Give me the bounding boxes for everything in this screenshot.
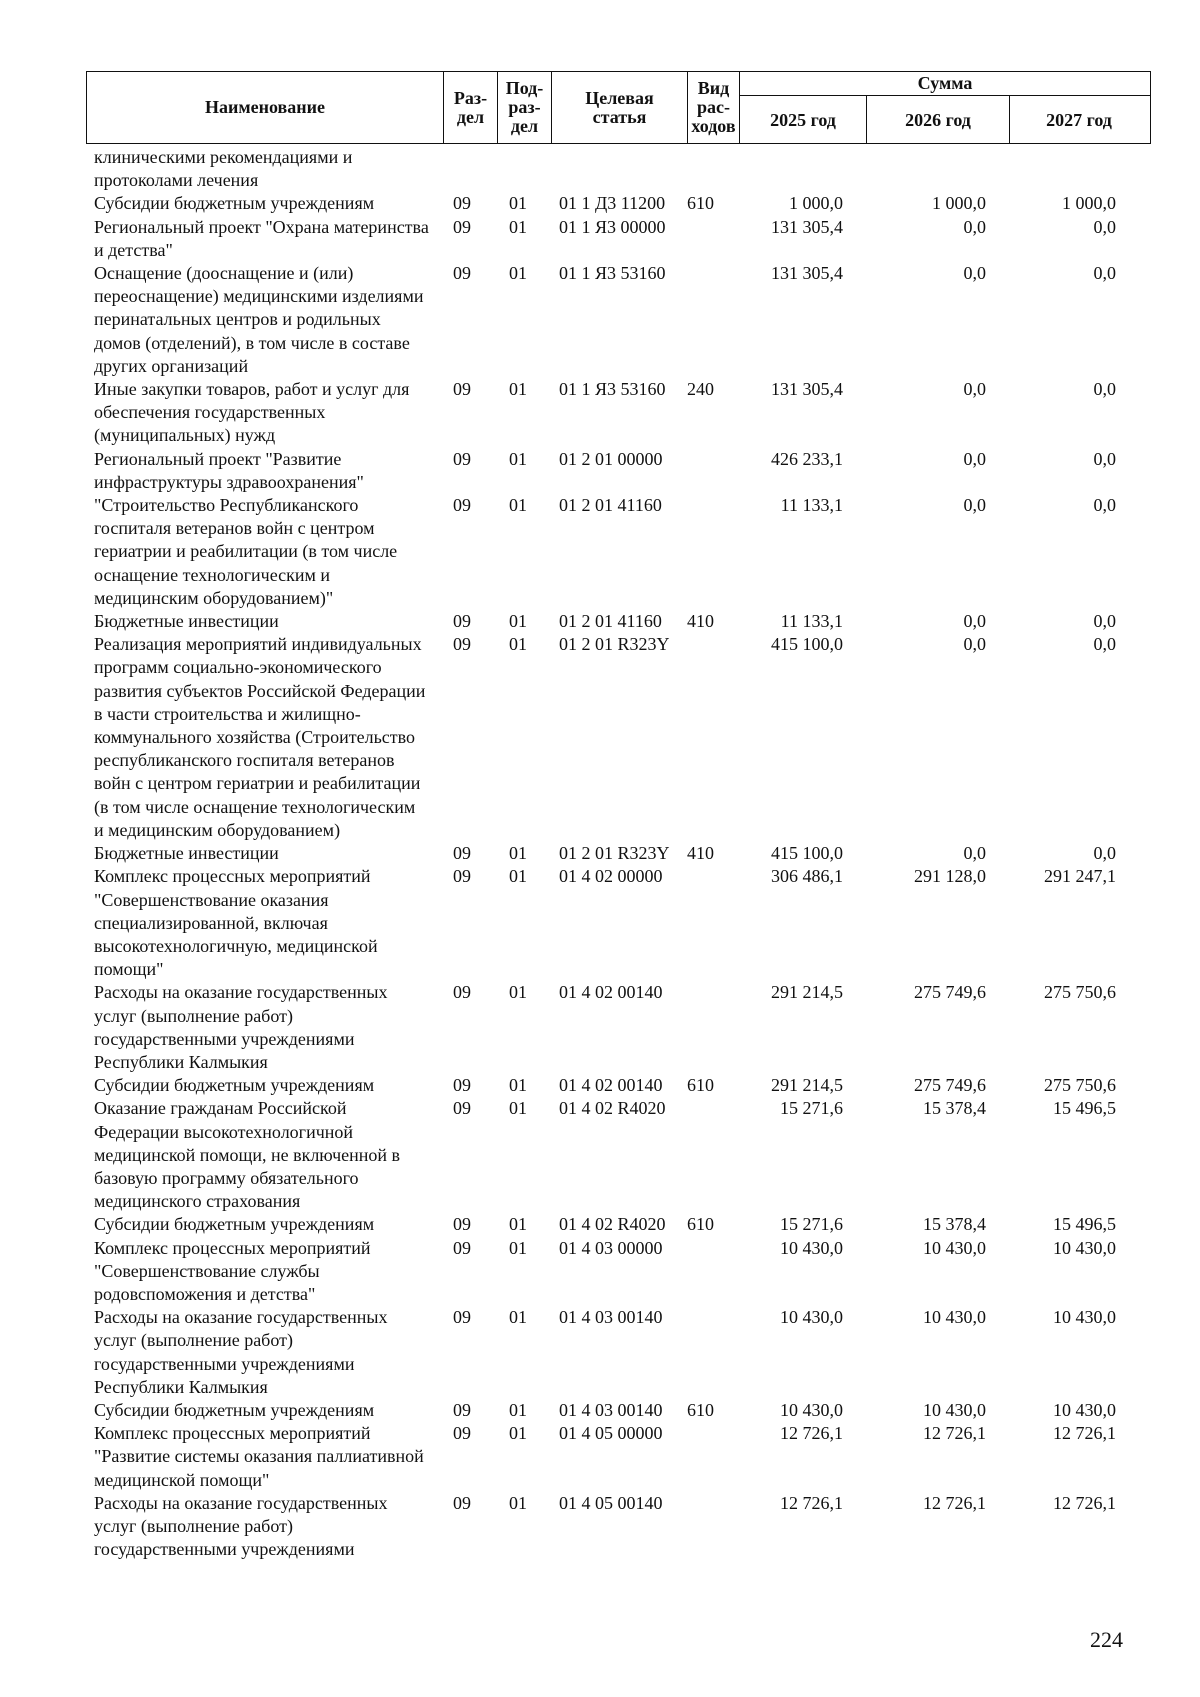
row-sum-2026: 15 378,4	[923, 1214, 986, 1235]
row-sum-2025: 415 100,0	[771, 634, 843, 655]
row-celevaya-statya: 01 4 05 00140	[559, 1492, 663, 1513]
row-podrazdel: 01	[509, 1075, 527, 1096]
row-celevaya-statya	[559, 146, 687, 192]
row-vid-rashodov: 610	[687, 1075, 714, 1096]
row-vid-rashodov	[687, 1097, 739, 1213]
row-sum-2025: 12 726,1	[780, 1492, 843, 1513]
row-name: Расходы на оказание государственных услуг (выполнение работ) государственными учреждениями Республики Калмыкия	[94, 1307, 388, 1397]
row-sum-2026: 0,0	[963, 216, 986, 237]
row-vid-rashodov	[687, 1237, 739, 1307]
row-sum-2027: 0,0	[1093, 634, 1116, 655]
row-sum-2026: 10 430,0	[923, 1307, 986, 1328]
row-podrazdel	[509, 146, 559, 192]
row-sum-2025: 291 214,5	[771, 1075, 843, 1096]
row-sum-2025: 131 305,4	[771, 379, 843, 400]
row-podrazdel: 01	[509, 193, 527, 214]
row-name: Бюджетные инвестиции	[94, 611, 279, 632]
header-vid-line: ходов	[691, 116, 736, 136]
row-vid-rashodov: 610	[687, 193, 714, 214]
row-celevaya-statya: 01 4 02 00000	[559, 866, 663, 887]
page-number: 224	[1090, 1627, 1123, 1652]
table-row	[94, 494, 1154, 610]
row-sum-2026: 0,0	[963, 379, 986, 400]
row-sum-2026: 291 128,0	[914, 866, 986, 887]
row-vid-rashodov	[687, 216, 739, 262]
table-row	[94, 1074, 1154, 1097]
row-podrazdel: 01	[509, 1307, 527, 1328]
row-razdel: 09	[453, 1307, 471, 1328]
row-sum-2025: 291 214,5	[771, 982, 843, 1003]
row-razdel: 09	[453, 1423, 471, 1444]
row-sum-2025: 10 430,0	[780, 1307, 843, 1328]
row-sum-2027: 1 000,0	[1062, 193, 1116, 214]
row-razdel: 09	[453, 843, 471, 864]
row-sum-2025: 11 133,1	[780, 495, 843, 516]
row-vid-rashodov: 610	[687, 1399, 714, 1420]
header-podrazdel-line: дел	[510, 116, 539, 136]
row-razdel: 09	[453, 379, 471, 400]
row-sum-2025: 131 305,4	[771, 216, 843, 237]
table-row	[94, 610, 1154, 633]
table-row	[94, 1306, 1154, 1399]
row-celevaya-statya: 01 1 Я3 53160	[559, 263, 666, 284]
row-name: Региональный проект "Развитие инфраструктуры здравоохранения"	[94, 448, 364, 492]
row-razdel: 09	[453, 611, 471, 632]
row-podrazdel: 01	[509, 495, 527, 516]
row-podrazdel: 01	[509, 634, 527, 655]
row-vid-rashodov	[687, 981, 739, 1074]
row-name: Субсидии бюджетным учреждениям	[94, 1214, 375, 1235]
row-sum-2026: 12 726,1	[923, 1423, 986, 1444]
row-sum-2027: 15 496,5	[1053, 1098, 1116, 1119]
row-razdel: 09	[453, 982, 471, 1003]
table-row	[94, 842, 1154, 865]
row-sum-2025: 15 271,6	[780, 1098, 843, 1119]
row-celevaya-statya: 01 1 Я3 00000	[559, 216, 666, 237]
row-sum-2027: 15 496,5	[1053, 1214, 1116, 1235]
header-celevaya-line: статья	[592, 106, 647, 127]
row-sum-2026: 1 000,0	[932, 193, 986, 214]
row-razdel: 09	[453, 1492, 471, 1513]
row-sum-2027: 275 750,6	[1044, 982, 1116, 1003]
row-sum-2026: 275 749,6	[914, 1075, 986, 1096]
row-sum-2027: 10 430,0	[1053, 1399, 1116, 1420]
row-sum-2025: 10 430,0	[780, 1399, 843, 1420]
row-vid-rashodov	[687, 146, 739, 192]
row-sum-2027: 291 247,1	[1044, 866, 1116, 887]
row-razdel: 09	[453, 216, 471, 237]
row-sum-2026: 0,0	[963, 448, 986, 469]
row-sum-2025: 1 000,0	[789, 193, 843, 214]
row-sum-2025	[739, 146, 843, 192]
row-sum-2027: 0,0	[1093, 843, 1116, 864]
row-podrazdel: 01	[509, 843, 527, 864]
row-vid-rashodov	[687, 1422, 739, 1492]
row-podrazdel: 01	[509, 1423, 527, 1444]
header-summa-title: Сумма	[740, 72, 1150, 96]
row-celevaya-statya: 01 4 02 00140	[559, 1075, 663, 1096]
row-sum-2026	[843, 146, 986, 192]
row-podrazdel: 01	[509, 611, 527, 632]
row-sum-2027: 0,0	[1093, 611, 1116, 632]
row-celevaya-statya: 01 1 Д3 11200	[559, 193, 666, 214]
row-sum-2027: 12 726,1	[1053, 1423, 1116, 1444]
row-sum-2027: 0,0	[1093, 216, 1116, 237]
row-podrazdel: 01	[509, 1237, 527, 1258]
row-sum-2025: 426 233,1	[771, 448, 843, 469]
header-vid-line: Вид	[697, 78, 730, 98]
row-celevaya-statya: 01 4 02 R4020	[559, 1098, 666, 1119]
table-row	[94, 865, 1154, 981]
row-name: Бюджетные инвестиции	[94, 843, 279, 864]
row-sum-2027: 0,0	[1093, 495, 1116, 516]
header-podrazdel	[498, 72, 552, 143]
row-sum-2027: 0,0	[1093, 448, 1116, 469]
table-row	[94, 1213, 1154, 1236]
row-razdel: 09	[453, 448, 471, 469]
row-name: Расходы на оказание государственных услуг (выполнение работ) государственными учреждениями	[94, 1492, 388, 1560]
header-vid-line: рас-	[697, 97, 730, 117]
row-name: "Строительство Республиканского госпиталя ветеранов войн с центром гериатрии и реабилитации (в том числе оснащение технологическим и медицинским оборудованием)"	[94, 495, 398, 608]
row-sum-2027: 0,0	[1093, 379, 1116, 400]
table-body	[94, 146, 1154, 1561]
table-row	[94, 1492, 1154, 1562]
row-name: Комплекс процессных мероприятий "Совершенствование службы родовспоможения и детства"	[94, 1237, 371, 1304]
table-row	[94, 378, 1154, 448]
header-razdel-line: дел	[456, 106, 485, 127]
table-row	[94, 1422, 1154, 1492]
row-sum-2026: 0,0	[963, 495, 986, 516]
row-celevaya-statya: 01 2 01 R323Y	[559, 843, 670, 864]
row-razdel: 09	[453, 263, 471, 284]
row-podrazdel: 01	[509, 1399, 527, 1420]
row-celevaya-statya: 01 2 01 00000	[559, 448, 663, 469]
row-name: клиническими рекомендациями и протоколами лечения	[94, 147, 353, 191]
row-celevaya-statya: 01 4 05 00000	[559, 1423, 663, 1444]
header-name: Наименование	[87, 72, 444, 143]
row-name: Оказание гражданам Российской Федерации высокотехнологичной медицинской помощи, не включенной в базовую программу обязательного медицинского страхования	[94, 1098, 401, 1212]
row-sum-2026: 10 430,0	[923, 1399, 986, 1420]
row-podrazdel: 01	[509, 1098, 527, 1119]
row-vid-rashodov	[687, 494, 739, 610]
row-sum-2025: 415 100,0	[771, 843, 843, 864]
row-celevaya-statya: 01 4 02 R4020	[559, 1214, 666, 1235]
row-name: Комплекс процессных мероприятий "Совершенствование оказания специализированной, включая высокотехнологичную, медицинской помощи"	[94, 866, 378, 980]
row-sum-2026: 0,0	[963, 843, 986, 864]
row-name: Оснащение (дооснащение и (или) переоснащение) медицинскими изделиями перинатальных центров и родильных домов (отделений), в том числе в составе других организаций	[94, 263, 424, 376]
row-podrazdel: 01	[509, 982, 527, 1003]
row-name: Субсидии бюджетным учреждениям	[94, 193, 375, 214]
header-celevaya	[552, 72, 688, 143]
row-podrazdel: 01	[509, 1492, 527, 1513]
row-name: Расходы на оказание государственных услуг (выполнение работ) государственными учреждениями Республики Калмыкия	[94, 982, 388, 1072]
row-podrazdel: 01	[509, 1214, 527, 1235]
row-vid-rashodov	[687, 1306, 739, 1399]
row-celevaya-statya: 01 1 Я3 53160	[559, 379, 666, 400]
row-podrazdel: 01	[509, 866, 527, 887]
row-sum-2026: 0,0	[963, 634, 986, 655]
row-celevaya-statya: 01 4 02 00140	[559, 982, 663, 1003]
row-sum-2025: 10 430,0	[780, 1237, 843, 1258]
table-row	[94, 1097, 1154, 1213]
table-row	[94, 1237, 1154, 1307]
row-sum-2026: 0,0	[963, 611, 986, 632]
header-podrazdel-line: раз-	[508, 97, 541, 117]
row-vid-rashodov	[687, 1492, 739, 1562]
row-celevaya-statya: 01 2 01 41160	[559, 611, 662, 632]
row-vid-rashodov	[687, 262, 739, 378]
row-sum-2026: 12 726,1	[923, 1492, 986, 1513]
row-razdel: 09	[453, 1075, 471, 1096]
row-vid-rashodov	[687, 448, 739, 494]
table-row	[94, 633, 1154, 842]
row-sum-2027: 275 750,6	[1044, 1075, 1116, 1096]
header-year-2026: 2026 год	[867, 96, 1010, 144]
row-celevaya-statya: 01 4 03 00140	[559, 1399, 663, 1420]
row-name: Региональный проект "Охрана материнства и детства"	[94, 216, 429, 260]
row-sum-2025: 131 305,4	[771, 263, 843, 284]
header-razdel	[444, 72, 498, 143]
row-razdel: 09	[453, 1098, 471, 1119]
row-podrazdel: 01	[509, 216, 527, 237]
row-sum-2025: 11 133,1	[780, 611, 843, 632]
row-sum-2026: 0,0	[963, 263, 986, 284]
row-vid-rashodov: 610	[687, 1214, 714, 1235]
row-sum-2027: 10 430,0	[1053, 1237, 1116, 1258]
table-row	[94, 448, 1154, 494]
row-name: Комплекс процессных мероприятий "Развитие системы оказания паллиативной медицинской помощи"	[94, 1423, 424, 1490]
row-sum-2027	[986, 146, 1116, 192]
row-razdel: 09	[453, 495, 471, 516]
table-row	[94, 262, 1154, 378]
row-name: Иные закупки товаров, работ и услуг для обеспечения государственных (муниципальных) нужд	[94, 379, 410, 446]
row-sum-2026: 275 749,6	[914, 982, 986, 1003]
row-sum-2027: 10 430,0	[1053, 1307, 1116, 1328]
row-vid-rashodov	[687, 633, 739, 842]
table-row	[94, 981, 1154, 1074]
row-podrazdel: 01	[509, 448, 527, 469]
row-razdel: 09	[453, 1399, 471, 1420]
row-sum-2026: 15 378,4	[923, 1098, 986, 1119]
row-name: Субсидии бюджетным учреждениям	[94, 1075, 375, 1096]
row-sum-2025: 15 271,6	[780, 1214, 843, 1235]
row-name: Реализация мероприятий индивидуальных программ социально-экономического развития субъектов Российской Федерации в части строительства и жилищно-коммунального хозяйства (Строительство республиканского госпиталя ветеранов войн с центром гериатрии и реабилитации (в том числе оснащение технологическим и медицинским оборудованием)	[94, 634, 426, 840]
row-celevaya-statya: 01 4 03 00140	[559, 1307, 663, 1328]
row-sum-2027: 12 726,1	[1053, 1492, 1116, 1513]
header-podrazdel-line: Под-	[505, 78, 544, 98]
table-header	[86, 71, 1151, 144]
table-row	[94, 1399, 1154, 1422]
header-year-2027: 2027 год	[1046, 109, 1112, 130]
row-vid-rashodov: 410	[687, 611, 714, 632]
header-razdel-line: Раз-	[453, 87, 488, 108]
header-summa	[740, 72, 1150, 143]
row-razdel: 09	[453, 193, 471, 214]
row-vid-rashodov: 410	[687, 843, 714, 864]
row-razdel: 09	[453, 1214, 471, 1235]
row-sum-2025: 306 486,1	[771, 866, 843, 887]
row-razdel: 09	[453, 866, 471, 887]
row-vid-rashodov	[687, 865, 739, 981]
row-celevaya-statya: 01 2 01 R323Y	[559, 634, 670, 655]
row-celevaya-statya: 01 2 01 41160	[559, 495, 662, 516]
table-row	[94, 216, 1154, 262]
row-name: Субсидии бюджетным учреждениям	[94, 1399, 375, 1420]
row-sum-2027: 0,0	[1093, 263, 1116, 284]
row-razdel: 09	[453, 634, 471, 655]
row-vid-rashodov: 240	[687, 379, 714, 400]
header-celevaya-line: Целевая	[585, 87, 654, 108]
row-razdel	[453, 146, 505, 192]
row-sum-2026: 10 430,0	[923, 1237, 986, 1258]
table-row	[94, 192, 1154, 215]
header-year-2025: 2025 год	[740, 96, 867, 144]
table-row	[94, 146, 1154, 192]
row-podrazdel: 01	[509, 263, 527, 284]
row-celevaya-statya: 01 4 03 00000	[559, 1237, 663, 1258]
row-razdel: 09	[453, 1237, 471, 1258]
row-sum-2025: 12 726,1	[780, 1423, 843, 1444]
header-vid	[688, 72, 740, 143]
row-podrazdel: 01	[509, 379, 527, 400]
